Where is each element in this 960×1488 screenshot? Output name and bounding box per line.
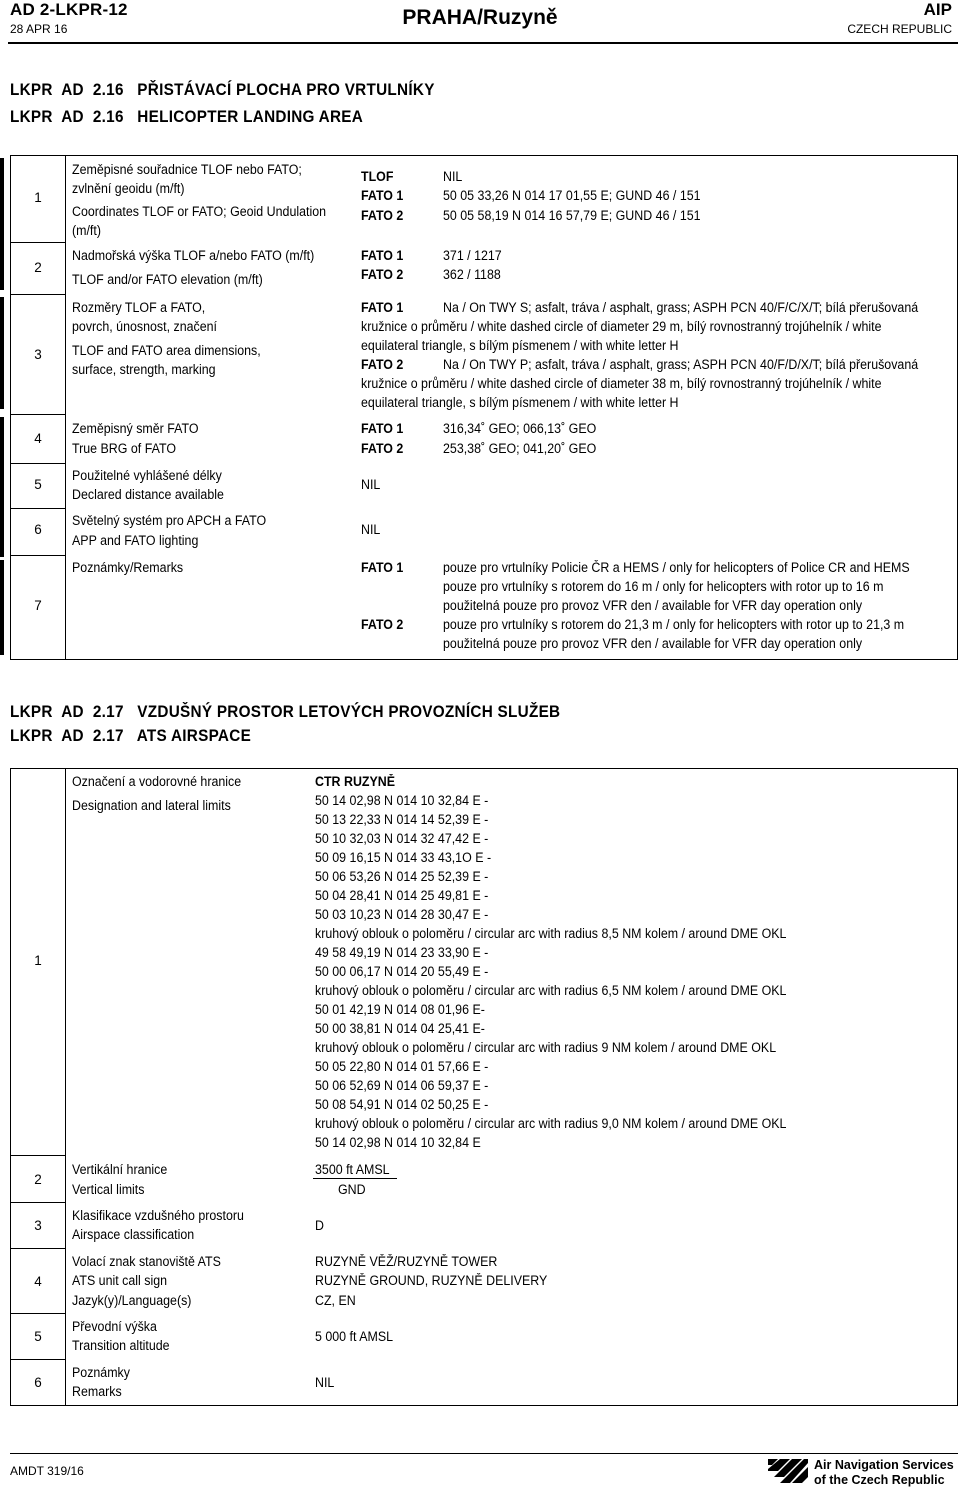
list-item: 50 03 10,23 N 014 28 30,47 E - xyxy=(315,907,489,922)
list-item: 50 05 22,80 N 014 01 57,66 E - xyxy=(315,1059,489,1074)
section-217-title-en: LKPR AD 2.17 ATS AIRSPACE xyxy=(10,726,252,745)
row-value: 5 000 ft AMSL xyxy=(315,1329,394,1344)
row-label: povrch, únosnost, značení xyxy=(72,319,218,334)
row-key: FATO 2 xyxy=(361,357,404,372)
row-label: Remarks xyxy=(72,1384,122,1399)
row-number: 5 xyxy=(34,1329,42,1344)
row-value: pouze pro vrtulníky s rotorem do 16 m / only for helicopters with rotor up to 16 m xyxy=(443,579,884,594)
airspace-name: CTR RUZYNĚ xyxy=(315,774,396,789)
row-number: 1 xyxy=(34,190,42,205)
row-label: Klasifikace vzdušného prostoru xyxy=(72,1208,244,1223)
row-value: pouze pro vrtulníky s rotorem do 21,3 m / only for helicopters with rotor up to 21,3 m xyxy=(443,617,905,632)
row-value: kružnice o průměru / white dashed circle of diameter 38 m, bílý rovnostranný trojúhelník / white xyxy=(361,376,882,391)
row-label: Poznámky/Remarks xyxy=(72,560,184,575)
list-item: 50 14 02,98 N 014 10 32,84 E xyxy=(315,1135,481,1150)
row-value: Na / On TWY P; asfalt, tráva / asphalt, grass; ASPH PCN 40/F/D/X/T; bílá přerušovaná xyxy=(443,357,919,372)
row-label: Poznámky xyxy=(72,1365,130,1380)
row-key: FATO 1 xyxy=(361,560,404,575)
row-value: pouze pro vrtulníky Policie ČR a HEMS / only for helicopters of Police CR and HEMS xyxy=(443,560,910,575)
row-number: 3 xyxy=(34,1218,42,1233)
row-value: D xyxy=(315,1218,324,1233)
row-label: Použitelné vyhlášené délky xyxy=(72,468,222,483)
row-number: 3 xyxy=(34,347,42,362)
amendment-number: AMDT 319/16 xyxy=(10,1464,84,1478)
row-label: Jazyk(y)/Language(s) xyxy=(72,1293,192,1308)
row-value: Na / On TWY S; asfalt, tráva / asphalt, grass; ASPH PCN 40/F/C/X/T; bílá přerušovaná xyxy=(443,300,919,315)
section-217-title-cz: LKPR AD 2.17 VZDUŠNÝ PROSTOR LETOVÝCH PROVOZNÍCH SLUŽEB xyxy=(10,702,561,721)
column-divider xyxy=(65,768,66,1406)
row-label: Zeměpisný směr FATO xyxy=(72,421,199,436)
row-key: FATO 2 xyxy=(361,617,404,632)
row-key: FATO 1 xyxy=(361,248,404,263)
fraction-line xyxy=(313,1178,397,1179)
row-divider xyxy=(10,555,65,556)
row-label: Zeměpisné souřadnice TLOF nebo FATO; xyxy=(72,162,302,177)
row-key: TLOF xyxy=(361,169,394,184)
row-number: 7 xyxy=(34,598,42,613)
organization-name-line1: Air Navigation Services xyxy=(814,1458,954,1472)
row-value: CZ, EN xyxy=(315,1293,356,1308)
row-key: FATO 2 xyxy=(361,208,404,223)
list-item: 50 00 06,17 N 014 20 55,49 E - xyxy=(315,964,489,979)
row-label: Declared distance available xyxy=(72,487,224,502)
list-item: 50 01 42,19 N 014 08 01,96 E- xyxy=(315,1002,485,1017)
row-value: NIL xyxy=(361,522,381,537)
ans-logo-icon xyxy=(768,1457,808,1485)
row-key: FATO 1 xyxy=(361,188,404,203)
row-label: surface, strength, marking xyxy=(72,362,216,377)
header-divider xyxy=(8,42,958,44)
row-value: 50 05 58,19 N 014 16 57,79 E; GUND 46 / 151 xyxy=(443,208,701,223)
row-label: Vertikální hranice xyxy=(72,1162,168,1177)
row-value: RUZYNĚ VĚŽ/RUZYNĚ TOWER xyxy=(315,1254,498,1269)
row-divider xyxy=(10,508,65,509)
row-label: Volací znak stanoviště ATS xyxy=(72,1254,221,1269)
upper-limit: 3500 ft AMSL xyxy=(315,1162,390,1177)
section-216-title-en: LKPR AD 2.16 HELICOPTER LANDING AREA xyxy=(10,107,364,126)
row-label: ATS unit call sign xyxy=(72,1273,168,1288)
list-item: 50 00 38,81 N 014 04 25,41 E- xyxy=(315,1021,485,1036)
row-value: 316,34˚ GEO; 066,13˚ GEO xyxy=(443,421,597,436)
row-divider xyxy=(10,294,65,295)
row-value: equilateral triangle, s bílým písmenem / with white letter H xyxy=(361,395,679,410)
document-code: AD 2-LKPR-12 xyxy=(10,0,128,19)
row-label: APP and FATO lighting xyxy=(72,533,199,548)
row-divider xyxy=(10,1313,65,1314)
row-value: 371 / 1217 xyxy=(443,248,502,263)
country-name: CZECH REPUBLIC xyxy=(847,22,952,36)
row-key: FATO 2 xyxy=(361,267,404,282)
document-date: 28 APR 16 xyxy=(10,22,68,36)
column-divider xyxy=(65,155,66,660)
row-number: 4 xyxy=(34,1274,42,1289)
row-value: 253,38˚ GEO; 041,20˚ GEO xyxy=(443,441,597,456)
row-label: Airspace classification xyxy=(72,1227,195,1242)
list-item: 50 08 54,91 N 014 02 50,25 E - xyxy=(315,1097,489,1112)
list-item: 49 58 49,19 N 014 23 33,90 E - xyxy=(315,945,489,960)
row-label: zvlnění geoidu (m/ft) xyxy=(72,181,185,196)
list-item: 50 06 52,69 N 014 06 59,37 E - xyxy=(315,1078,489,1093)
list-item: 50 09 16,15 N 014 33 43,1O E - xyxy=(315,850,492,865)
row-label: Coordinates TLOF or FATO; Geoid Undulation xyxy=(72,204,327,219)
row-divider xyxy=(10,1248,65,1249)
row-number: 5 xyxy=(34,477,42,492)
row-number: 6 xyxy=(34,522,42,537)
row-label: Rozměry TLOF a FATO, xyxy=(72,300,206,315)
row-number: 1 xyxy=(34,953,42,968)
row-value: použitelná pouze pro provoz VFR den / available for VFR day operation only xyxy=(443,598,863,613)
row-label: Transition altitude xyxy=(72,1338,170,1353)
row-value: NIL xyxy=(361,477,381,492)
row-label: Světelný systém pro APCH a FATO xyxy=(72,513,267,528)
row-value: NIL xyxy=(315,1375,335,1390)
row-label: Designation and lateral limits xyxy=(72,798,231,813)
row-key: FATO 1 xyxy=(361,421,404,436)
organization-name-line2: of the Czech Republic xyxy=(814,1473,945,1487)
list-item: 50 13 22,33 N 014 14 52,39 E - xyxy=(315,812,489,827)
row-value: equilateral triangle, s bílým písmenem / with white letter H xyxy=(361,338,679,353)
row-divider xyxy=(10,463,65,464)
publication-name: AIP xyxy=(923,0,952,19)
list-item: 50 10 32,03 N 014 32 47,42 E - xyxy=(315,831,489,846)
change-bar xyxy=(0,560,4,655)
footer-divider xyxy=(10,1453,958,1454)
airport-name: PRAHA/Ruzyně xyxy=(402,6,558,29)
row-divider xyxy=(10,1359,65,1360)
row-key: FATO 1 xyxy=(361,300,404,315)
organization-name xyxy=(814,1458,954,1488)
row-value: 50 05 33,26 N 014 17 01,55 E; GUND 46 / 151 xyxy=(443,188,701,203)
row-number: 6 xyxy=(34,1375,42,1390)
row-key: FATO 2 xyxy=(361,441,404,456)
row-number: 2 xyxy=(34,1172,42,1187)
change-bar xyxy=(0,297,4,409)
row-label: Převodní výška xyxy=(72,1319,157,1334)
row-value: NIL xyxy=(443,169,463,184)
row-label: True BRG of FATO xyxy=(72,441,176,456)
list-item: kruhový oblouk o poloměru / circular arc with radius 6,5 NM kolem / around DME OKL xyxy=(315,983,787,998)
change-bar xyxy=(0,417,4,557)
row-value: použitelná pouze pro provoz VFR den / available for VFR day operation only xyxy=(443,636,863,651)
list-item: 50 04 28,41 N 014 25 49,81 E - xyxy=(315,888,489,903)
list-item: kruhový oblouk o poloměru / circular arc with radius 9 NM kolem / around DME OKL xyxy=(315,1040,777,1055)
row-label: Vertical limits xyxy=(72,1182,145,1197)
row-value: 362 / 1188 xyxy=(443,267,501,282)
row-label: TLOF and FATO area dimensions, xyxy=(72,343,261,358)
row-value: RUZYNĚ GROUND, RUZYNĚ DELIVERY xyxy=(315,1273,548,1288)
list-item: kruhový oblouk o poloměru / circular arc with radius 8,5 NM kolem / around DME OKL xyxy=(315,926,787,941)
row-divider xyxy=(10,1155,65,1156)
row-label: Nadmořská výška TLOF a/nebo FATO (m/ft) xyxy=(72,248,315,263)
row-divider xyxy=(10,1202,65,1203)
row-number: 2 xyxy=(34,260,42,275)
row-number: 4 xyxy=(34,431,42,446)
change-bar xyxy=(0,158,4,290)
row-label: TLOF and/or FATO elevation (m/ft) xyxy=(72,272,263,287)
row-divider xyxy=(10,414,65,415)
row-divider xyxy=(10,242,65,243)
row-label: Označení a vodorovné hranice xyxy=(72,774,242,789)
list-item: 50 06 53,26 N 014 25 52,39 E - xyxy=(315,869,489,884)
row-value: kružnice o průměru / white dashed circle of diameter 29 m, bílý rovnostranný trojúhelník / white xyxy=(361,319,882,334)
lower-limit: GND xyxy=(338,1182,366,1197)
section-216-title-cz: LKPR AD 2.16 PŘISTÁVACÍ PLOCHA PRO VRTULNÍKY xyxy=(10,80,435,99)
list-item: kruhový oblouk o poloměru / circular arc with radius 9,0 NM kolem / around DME OKL xyxy=(315,1116,787,1131)
list-item: 50 14 02,98 N 014 10 32,84 E - xyxy=(315,793,489,808)
row-label: (m/ft) xyxy=(72,223,101,238)
